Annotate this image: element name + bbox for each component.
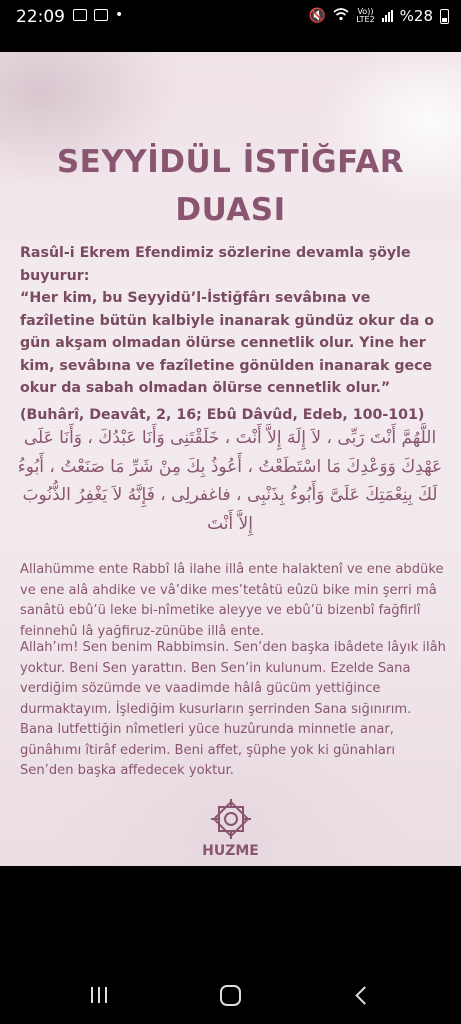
signal-icon [382,10,393,22]
status-time: 22:09 [16,7,65,27]
hadith-source: (Buhârî, Deavât, 2, 16; Ebû Dâvûd, Edeb, 100-101) [20,406,425,423]
gallery-icon [94,9,108,21]
status-right-icons [309,7,449,25]
status-bar [0,0,461,34]
recents-icon[interactable] [91,987,107,1003]
lte-top-label: Vo)) [357,7,374,16]
huzme-logo-text: HUZME [202,843,259,859]
meaning-text: Allah’ım! Sen benim Rabbimsin. Sen’den başka ibâdete lâyık ilâh yoktur. Beni Sen yarattın. Ben Sen’in kulunum. Ezelde Sana verdiğim sözümde ve vaadimde hâlâ gücüm yettiğince durmaktayım. İşlediğim kusurların şerrinden Sana sığınırım. Bana lutfettiğin nîmetleri yüce huzûrunda minnetle anar, günâhımı îtirâf ederim. Beni affet, şüphe yok ki günahları Sen’den başka affedecek yoktur. [20,640,446,778]
page-title-line2: DUASI [175,192,286,228]
hadith-quote: “Her kim, bu Seyyidü’l-İstiğfârı sevâbına ve fazîletine bütün kalbiyle inanarak gündüz okur da o gün akşam olmadan ölürse cennetlik olur. Yine her kim, sevâbına ve fazîletine gönülden inanarak gece okur da sabah olmadan ölürse cennetlik olur.” [20,290,435,396]
prayer-image [0,52,461,866]
back-icon[interactable] [355,986,373,1004]
arabic-prayer-text: اللَّهُمَّ أَنْتَ رَبِّى ، لاَ إِلَهَ إِلاَّ أَنْتَ ، خَلَقْتَنِى وَأَنَا عَبْدُكَ ، وَأَنَا عَلَى عَهْدِكَ وَوَعْدِكَ مَا اسْتَطَعْتُ ، أَعُوذُ بِكَ مِنْ شَرِّ مَا صَنَعْتُ ، أَبُوءُ لَكَ بِنِعْمَتِكَ عَلَىَّ وَأَبُوءُ بِذَنْبِى ، فاغفرلِى ، فَإِنَّهُ لاَ يَغْفِرُ الذُّنُوبَ إِلاَّ أَنْتَ [17,428,443,534]
image-icon [73,9,87,21]
lte-bottom-label: LTE2 [356,15,375,24]
volte-lte2-icon [356,8,374,24]
page-title: SEYYİDÜL İSTİĞFAR [56,144,405,180]
home-icon[interactable] [220,985,241,1006]
transliteration-text: Allahümme ente Rabbî lâ ilahe illâ ente halaktenî ve ene abdüke ve ene alâ ahdike ve vâ’dike mes’tetâtü eûzü bike min şerri mâ sanâtü ebû’ü leke bi-nîmetike aleyye ve ebû’ü bizenbî fağfirlî feinnehû lâ yağfiruz-zünübe illâ ente. [20,562,444,639]
mute-icon: 🔇 [308,8,327,24]
wifi-icon [333,8,349,24]
status-left-icons [73,9,123,21]
intro-text: Rasûl-i Ekrem Efendimiz sözlerine devamla şöyle buyurur: [20,245,411,284]
dot-icon: • [115,7,124,23]
huzme-logo-icon [210,798,252,840]
battery-percent: %28 [399,7,433,25]
navigation-bar [0,960,461,1024]
battery-icon [440,9,449,24]
intro-block [20,242,445,426]
